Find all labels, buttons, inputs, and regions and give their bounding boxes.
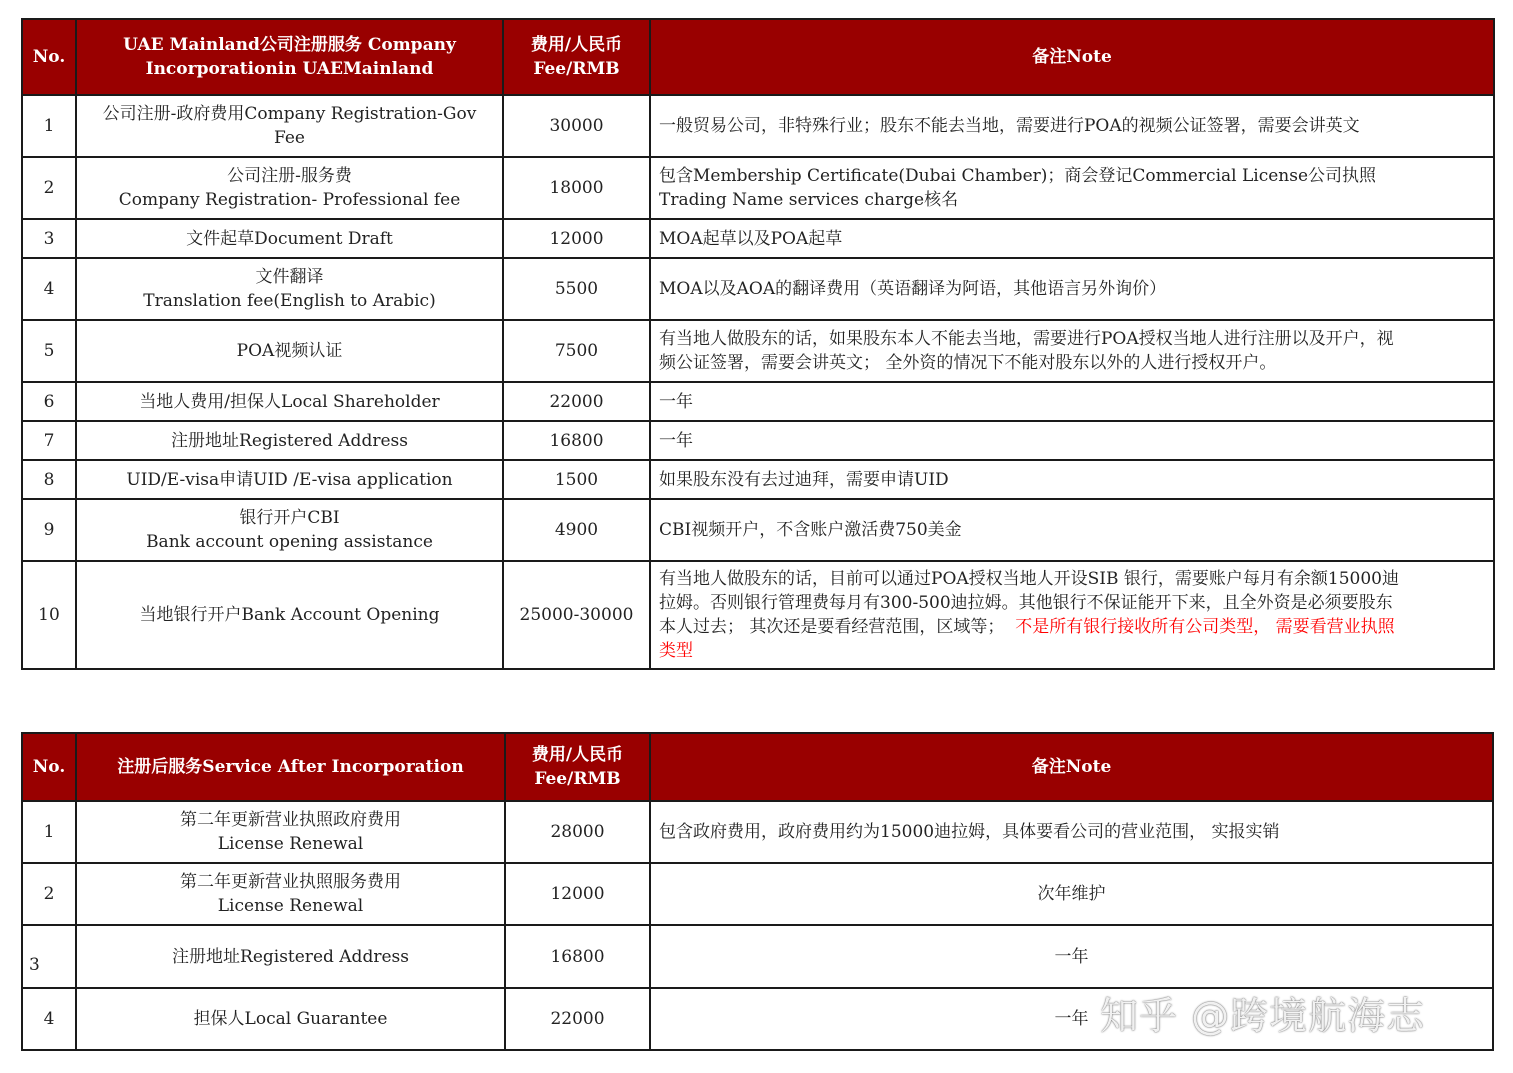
zhihu-watermark: 知乎 @跨境航海志 bbox=[1100, 994, 1426, 1038]
company-incorporation-table bbox=[21, 18, 1495, 670]
note-red-line2: 类型 bbox=[659, 641, 693, 661]
note-red-text: 不是所有银行接收所有公司类型， 需要看营业执照 bbox=[1015, 617, 1395, 637]
header-no: No. bbox=[22, 733, 76, 801]
table-row bbox=[22, 460, 1494, 499]
row-note: MOA以及AOA的翻译费用（英语翻译为阿语，其他语言另外询价） bbox=[650, 258, 1494, 320]
header-note: 备注Note bbox=[650, 19, 1494, 95]
row-no: 1 bbox=[22, 801, 76, 863]
row-fee: 22000 bbox=[505, 988, 650, 1050]
table-row bbox=[22, 95, 1494, 157]
row-service: 文件起草Document Draft bbox=[76, 219, 503, 258]
row-note: CBI视频开户，不含账户激活费750美金 bbox=[650, 499, 1494, 561]
table-row bbox=[22, 561, 1494, 669]
header-fee-line1: 费用/人民币 bbox=[530, 35, 623, 55]
row-note: 包含政府费用，政府费用约为15000迪拉姆，具体要看公司的营业范围， 实报实销 bbox=[650, 801, 1493, 863]
header-fee-line1: 费用/人民币 bbox=[531, 745, 624, 765]
note-line1: 有当地人做股东的话，如果股东本人不能去当地，需要进行POA授权当地人进行注册以及开户，视 bbox=[659, 329, 1394, 349]
row-no: 3 bbox=[22, 925, 76, 988]
row-no: 10 bbox=[22, 561, 76, 669]
row-service: 当地人费用/担保人Local Shareholder bbox=[76, 382, 503, 421]
row-service bbox=[76, 95, 503, 157]
header-note: 备注Note bbox=[650, 733, 1493, 801]
row-fee: 16800 bbox=[505, 925, 650, 988]
service-line1: 第二年更新营业执照服务费用 bbox=[180, 872, 401, 892]
note-line3-text: 本人过去； 其次还是要看经营范围，区域等； bbox=[659, 617, 1005, 637]
row-no: 3 bbox=[22, 219, 76, 258]
header-fee bbox=[503, 19, 650, 95]
header-fee-line2: Fee/RMB bbox=[534, 769, 621, 789]
row-note bbox=[650, 561, 1494, 669]
header-service-line2: Incorporationin UAEMainland bbox=[145, 59, 434, 79]
service-line1: 公司注册-政府费用Company Registration-Gov bbox=[102, 104, 477, 124]
row-note: 一年 bbox=[650, 421, 1494, 460]
row-note bbox=[650, 320, 1494, 382]
row-no: 9 bbox=[22, 499, 76, 561]
row-note: 一般贸易公司，非特殊行业；股东不能去当地，需要进行POA的视频公证签署，需要会讲英文 bbox=[650, 95, 1494, 157]
row-no: 4 bbox=[22, 988, 76, 1050]
row-note: 如果股东没有去过迪拜，需要申请UID bbox=[650, 460, 1494, 499]
row-service bbox=[76, 258, 503, 320]
table-row bbox=[22, 925, 1493, 988]
row-fee: 28000 bbox=[505, 801, 650, 863]
header-service: 注册后服务Service After Incorporation bbox=[76, 733, 505, 801]
table-row bbox=[22, 499, 1494, 561]
row-fee: 30000 bbox=[503, 95, 650, 157]
service-line2: License Renewal bbox=[217, 896, 364, 916]
row-note: 一年 bbox=[650, 925, 1493, 988]
header-service-line1: UAE Mainland公司注册服务 Company bbox=[123, 35, 456, 55]
row-note: 一年 bbox=[650, 382, 1494, 421]
service-line1: 公司注册-服务费 bbox=[227, 166, 352, 186]
row-service bbox=[76, 801, 505, 863]
table-row bbox=[22, 382, 1494, 421]
row-service: 注册地址Registered Address bbox=[76, 925, 505, 988]
row-no: 1 bbox=[22, 95, 76, 157]
note-line2: Trading Name services charge核名 bbox=[659, 190, 959, 210]
row-service: 当地银行开户Bank Account Opening bbox=[76, 561, 503, 669]
row-no: 2 bbox=[22, 157, 76, 219]
row-no: 6 bbox=[22, 382, 76, 421]
header-no: No. bbox=[22, 19, 76, 95]
table-row bbox=[22, 421, 1494, 460]
table-header-row bbox=[22, 733, 1493, 801]
row-fee: 12000 bbox=[503, 219, 650, 258]
service-line1: 银行开户CBI bbox=[239, 508, 340, 528]
row-no: 5 bbox=[22, 320, 76, 382]
row-no: 4 bbox=[22, 258, 76, 320]
header-fee-line2: Fee/RMB bbox=[533, 59, 620, 79]
row-note: 次年维护 bbox=[650, 863, 1493, 925]
table-row bbox=[22, 801, 1493, 863]
row-fee: 5500 bbox=[503, 258, 650, 320]
service-line2: Fee bbox=[274, 128, 305, 148]
row-fee: 12000 bbox=[505, 863, 650, 925]
table-row bbox=[22, 219, 1494, 258]
service-line2: License Renewal bbox=[217, 834, 364, 854]
note-line3 bbox=[659, 615, 1485, 639]
table-row bbox=[22, 157, 1494, 219]
header-fee bbox=[505, 733, 650, 801]
row-no: 8 bbox=[22, 460, 76, 499]
header-service bbox=[76, 19, 503, 95]
row-fee: 7500 bbox=[503, 320, 650, 382]
row-fee: 22000 bbox=[503, 382, 650, 421]
row-service: 注册地址Registered Address bbox=[76, 421, 503, 460]
row-no: 2 bbox=[22, 863, 76, 925]
row-fee: 25000-30000 bbox=[503, 561, 650, 669]
note-line1: 有当地人做股东的话，目前可以通过POA授权当地人开设SIB 银行，需要账户每月有余额15000迪 bbox=[659, 569, 1399, 589]
row-note: 一年 bbox=[650, 988, 1493, 1050]
row-service bbox=[76, 863, 505, 925]
row-note: MOA起草以及POA起草 bbox=[650, 219, 1494, 258]
table-row bbox=[22, 258, 1494, 320]
row-service: POA视频认证 bbox=[76, 320, 503, 382]
note-line2: 频公证签署，需要会讲英文； 全外资的情况下不能对股东以外的人进行授权开户。 bbox=[659, 353, 1277, 373]
service-line1: 文件翻译 bbox=[255, 267, 324, 287]
row-service bbox=[76, 157, 503, 219]
row-fee: 4900 bbox=[503, 499, 650, 561]
row-fee: 16800 bbox=[503, 421, 650, 460]
note-line1: 包含Membership Certificate(Dubai Chamber)；商会登记Commercial License公司执照 bbox=[659, 166, 1377, 186]
table-header-row bbox=[22, 19, 1494, 95]
row-service: 担保人Local Guarantee bbox=[76, 988, 505, 1050]
row-fee: 1500 bbox=[503, 460, 650, 499]
service-line2: Company Registration- Professional fee bbox=[118, 190, 461, 210]
table-row bbox=[22, 863, 1493, 925]
row-service: UID/E-visa申请UID /E-visa application bbox=[76, 460, 503, 499]
row-service bbox=[76, 499, 503, 561]
service-line1: 第二年更新营业执照政府费用 bbox=[180, 810, 401, 830]
note-line2: 拉姆。否则银行管理费每月有300-500迪拉姆。其他银行不保证能开下来，且全外资是必须要股东 bbox=[659, 593, 1393, 613]
service-line2: Bank account opening assistance bbox=[146, 532, 433, 552]
row-fee: 18000 bbox=[503, 157, 650, 219]
service-line2: Translation fee(English to Arabic) bbox=[143, 291, 436, 311]
row-note bbox=[650, 157, 1494, 219]
table-row bbox=[22, 320, 1494, 382]
row-no: 7 bbox=[22, 421, 76, 460]
